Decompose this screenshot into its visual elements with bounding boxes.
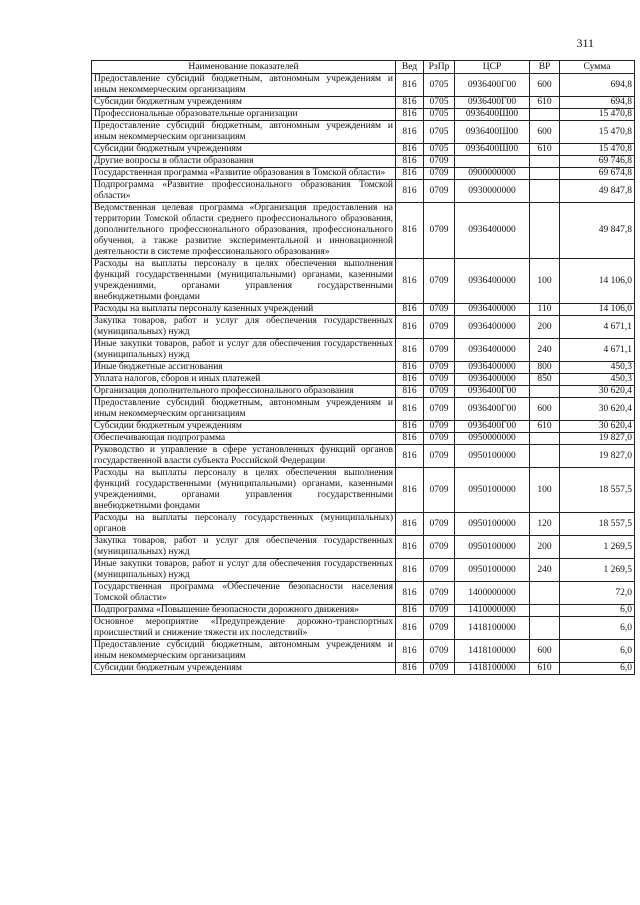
- cell-ved: 816: [396, 362, 424, 374]
- cell-vr: 610: [530, 97, 560, 109]
- cell-name: Расходы на выплаты персоналу казенных учреждений: [92, 304, 396, 316]
- cell-sum: 4 671,1: [560, 316, 635, 339]
- cell-vr: 600: [530, 640, 560, 663]
- cell-vr: [530, 582, 560, 605]
- cell-ved: 816: [396, 168, 424, 180]
- cell-csr: 1418100000: [455, 617, 530, 640]
- header-sum: Сумма: [560, 61, 635, 74]
- cell-ved: 816: [396, 109, 424, 121]
- cell-ved: 816: [396, 617, 424, 640]
- cell-rzpr: 0709: [424, 156, 455, 168]
- cell-name: Обеспечивающая подпрограмма: [92, 433, 396, 445]
- cell-vr: 610: [530, 144, 560, 156]
- cell-sum: 19 827,0: [560, 433, 635, 445]
- cell-name: Основное мероприятие «Предупреждение дорожно-транспортных происшествий и снижение тяжести их последствий»: [92, 617, 396, 640]
- cell-csr: 1410000000: [455, 605, 530, 617]
- cell-ved: 816: [396, 316, 424, 339]
- cell-vr: 200: [530, 316, 560, 339]
- cell-csr: 0936400Г00: [455, 386, 530, 398]
- cell-sum: 30 620,4: [560, 398, 635, 421]
- cell-vr: 600: [530, 74, 560, 97]
- cell-vr: 600: [530, 398, 560, 421]
- cell-csr: 0950100000: [455, 513, 530, 536]
- cell-name: Расходы на выплаты персоналу в целях обеспечения выполнения функций государственными (муниципальными) органами, казенными учреждениями, органами управления государственными внебюджетными фондами: [92, 259, 396, 304]
- cell-rzpr: 0709: [424, 468, 455, 513]
- cell-sum: 4 671,1: [560, 339, 635, 362]
- cell-vr: [530, 605, 560, 617]
- header-csr: ЦСР: [455, 61, 530, 74]
- cell-sum: 450,3: [560, 362, 635, 374]
- cell-ved: 816: [396, 259, 424, 304]
- cell-rzpr: 0709: [424, 663, 455, 675]
- cell-csr: 1418100000: [455, 640, 530, 663]
- cell-name: Субсидии бюджетным учреждениям: [92, 144, 396, 156]
- table-row: [92, 582, 635, 605]
- cell-csr: 0930000000: [455, 180, 530, 203]
- budget-table: [91, 60, 635, 675]
- cell-ved: 816: [396, 374, 424, 386]
- cell-sum: 1 269,5: [560, 536, 635, 559]
- cell-vr: [530, 168, 560, 180]
- cell-ved: 816: [396, 640, 424, 663]
- cell-sum: 15 470,8: [560, 144, 635, 156]
- cell-rzpr: 0709: [424, 536, 455, 559]
- cell-csr: 1418100000: [455, 663, 530, 675]
- cell-name: Иные закупки товаров, работ и услуг для обеспечения государственных (муниципальных) нужд: [92, 559, 396, 582]
- cell-rzpr: 0709: [424, 617, 455, 640]
- cell-sum: 694,8: [560, 74, 635, 97]
- cell-rzpr: 0709: [424, 513, 455, 536]
- cell-vr: 240: [530, 559, 560, 582]
- cell-vr: [530, 180, 560, 203]
- table-row: [92, 144, 635, 156]
- cell-csr: 0936400Г00: [455, 74, 530, 97]
- cell-rzpr: 0705: [424, 144, 455, 156]
- cell-sum: 49 847,8: [560, 203, 635, 259]
- cell-name: Предоставление субсидий бюджетным, автономным учреждениям и иным некоммерческим организациям: [92, 640, 396, 663]
- table-row: [92, 362, 635, 374]
- cell-rzpr: 0709: [424, 374, 455, 386]
- cell-name: Подпрограмма «Развитие профессионального образования Томской области»: [92, 180, 396, 203]
- cell-vr: 610: [530, 421, 560, 433]
- cell-vr: [530, 433, 560, 445]
- cell-rzpr: 0705: [424, 97, 455, 109]
- cell-sum: 69 674,8: [560, 168, 635, 180]
- cell-sum: 18 557,5: [560, 513, 635, 536]
- cell-vr: 600: [530, 121, 560, 144]
- cell-csr: 0936400Г00: [455, 421, 530, 433]
- cell-vr: 110: [530, 304, 560, 316]
- cell-name: Закупка товаров, работ и услуг для обеспечения государственных (муниципальных) нужд: [92, 536, 396, 559]
- cell-name: Государственная программа «Развитие образования в Томской области»: [92, 168, 396, 180]
- table-row: [92, 203, 635, 259]
- cell-vr: 610: [530, 663, 560, 675]
- cell-rzpr: 0709: [424, 180, 455, 203]
- cell-rzpr: 0709: [424, 203, 455, 259]
- cell-ved: 816: [396, 386, 424, 398]
- cell-ved: 816: [396, 536, 424, 559]
- cell-name: Организация дополнительного профессионального образования: [92, 386, 396, 398]
- table-row: [92, 617, 635, 640]
- cell-name: Иные бюджетные ассигнования: [92, 362, 396, 374]
- cell-csr: [455, 156, 530, 168]
- cell-csr: 0900000000: [455, 168, 530, 180]
- cell-rzpr: 0709: [424, 559, 455, 582]
- cell-sum: 15 470,8: [560, 109, 635, 121]
- cell-rzpr: 0709: [424, 398, 455, 421]
- cell-ved: 816: [396, 203, 424, 259]
- cell-sum: 14 106,0: [560, 304, 635, 316]
- cell-ved: 816: [396, 582, 424, 605]
- cell-rzpr: 0709: [424, 362, 455, 374]
- header-vr: ВР: [530, 61, 560, 74]
- cell-vr: [530, 386, 560, 398]
- cell-ved: 816: [396, 433, 424, 445]
- cell-sum: 19 827,0: [560, 445, 635, 468]
- table-row: [92, 304, 635, 316]
- cell-rzpr: 0709: [424, 445, 455, 468]
- cell-ved: 816: [396, 468, 424, 513]
- cell-ved: 816: [396, 559, 424, 582]
- cell-rzpr: 0705: [424, 121, 455, 144]
- cell-csr: 0936400000: [455, 203, 530, 259]
- cell-vr: [530, 617, 560, 640]
- cell-csr: 0936400Ш00: [455, 109, 530, 121]
- cell-rzpr: 0709: [424, 421, 455, 433]
- table-row: [92, 559, 635, 582]
- cell-rzpr: 0709: [424, 433, 455, 445]
- cell-csr: 0936400Ш00: [455, 144, 530, 156]
- cell-sum: 72,0: [560, 582, 635, 605]
- table-row: [92, 468, 635, 513]
- cell-sum: 6,0: [560, 663, 635, 675]
- cell-name: Государственная программа «Обеспечение безопасности населения Томской области»: [92, 582, 396, 605]
- cell-csr: 0936400000: [455, 316, 530, 339]
- cell-sum: 15 470,8: [560, 121, 635, 144]
- cell-ved: 816: [396, 121, 424, 144]
- cell-rzpr: 0705: [424, 109, 455, 121]
- cell-ved: 816: [396, 74, 424, 97]
- cell-sum: 6,0: [560, 640, 635, 663]
- cell-name: Закупка товаров, работ и услуг для обеспечения государственных (муниципальных) нужд: [92, 316, 396, 339]
- cell-vr: 850: [530, 374, 560, 386]
- table-row: [92, 121, 635, 144]
- cell-ved: 816: [396, 421, 424, 433]
- cell-ved: 816: [396, 156, 424, 168]
- header-rzpr: РзПр: [424, 61, 455, 74]
- cell-sum: 49 847,8: [560, 180, 635, 203]
- cell-sum: 14 106,0: [560, 259, 635, 304]
- cell-name: Предоставление субсидий бюджетным, автономным учреждениям и иным некоммерческим организациям: [92, 121, 396, 144]
- cell-vr: [530, 109, 560, 121]
- page-number: 311: [576, 36, 594, 50]
- cell-sum: 18 557,5: [560, 468, 635, 513]
- cell-name: Руководство и управление в сфере установленных функций органов государственной власти субъекта Российской Федерации: [92, 445, 396, 468]
- cell-rzpr: 0709: [424, 259, 455, 304]
- header-ved: Вед: [396, 61, 424, 74]
- table-row: [92, 398, 635, 421]
- table-row: [92, 386, 635, 398]
- cell-ved: 816: [396, 144, 424, 156]
- cell-vr: 100: [530, 468, 560, 513]
- cell-rzpr: 0709: [424, 605, 455, 617]
- cell-rzpr: 0709: [424, 339, 455, 362]
- table-row: [92, 445, 635, 468]
- table-row: [92, 109, 635, 121]
- cell-name: Ведомственная целевая программа «Организация предоставления на территории Томской области среднего профессионального образования, дополнительного профессионального образования, профессионального обучения, а также развитие экспериментальной и инновационной деятельности в системе профессионального образования»: [92, 203, 396, 259]
- cell-sum: 30 620,4: [560, 386, 635, 398]
- cell-ved: 816: [396, 663, 424, 675]
- table-row: [92, 374, 635, 386]
- cell-csr: 0936400Г00: [455, 398, 530, 421]
- cell-sum: 694,8: [560, 97, 635, 109]
- header-name: Наименование показателей: [92, 61, 396, 74]
- cell-rzpr: 0709: [424, 168, 455, 180]
- table-row: [92, 316, 635, 339]
- cell-name: Предоставление субсидий бюджетным, автономным учреждениям и иным некоммерческим организациям: [92, 398, 396, 421]
- cell-csr: 0950100000: [455, 536, 530, 559]
- cell-rzpr: 0709: [424, 582, 455, 605]
- cell-csr: 0936400000: [455, 304, 530, 316]
- cell-name: Предоставление субсидий бюджетным, автономным учреждениям и иным некоммерческим организациям: [92, 74, 396, 97]
- cell-sum: 30 620,4: [560, 421, 635, 433]
- table-row: [92, 180, 635, 203]
- table-header-row: [92, 61, 635, 74]
- cell-vr: 800: [530, 362, 560, 374]
- cell-vr: 100: [530, 259, 560, 304]
- table-row: [92, 97, 635, 109]
- cell-csr: 0936400Ш00: [455, 121, 530, 144]
- cell-csr: 0936400Г00: [455, 97, 530, 109]
- cell-rzpr: 0709: [424, 386, 455, 398]
- cell-ved: 816: [396, 513, 424, 536]
- cell-name: Профессиональные образовательные организации: [92, 109, 396, 121]
- cell-sum: 6,0: [560, 617, 635, 640]
- cell-name: Подпрограмма «Повышение безопасности дорожного движения»: [92, 605, 396, 617]
- cell-ved: 816: [396, 605, 424, 617]
- cell-rzpr: 0705: [424, 74, 455, 97]
- cell-rzpr: 0709: [424, 316, 455, 339]
- table-row: [92, 433, 635, 445]
- cell-vr: 120: [530, 513, 560, 536]
- cell-ved: 816: [396, 398, 424, 421]
- cell-csr: 0950100000: [455, 559, 530, 582]
- cell-csr: 0936400000: [455, 374, 530, 386]
- cell-csr: 0936400000: [455, 362, 530, 374]
- cell-csr: 0950000000: [455, 433, 530, 445]
- cell-name: Субсидии бюджетным учреждениям: [92, 421, 396, 433]
- cell-name: Иные закупки товаров, работ и услуг для обеспечения государственных (муниципальных) нужд: [92, 339, 396, 362]
- cell-ved: 816: [396, 97, 424, 109]
- cell-vr: [530, 156, 560, 168]
- table-row: [92, 536, 635, 559]
- cell-vr: 240: [530, 339, 560, 362]
- cell-vr: [530, 203, 560, 259]
- table-row: [92, 640, 635, 663]
- cell-csr: 0936400000: [455, 259, 530, 304]
- table-row: [92, 156, 635, 168]
- table-row: [92, 421, 635, 433]
- table-row: [92, 339, 635, 362]
- cell-sum: 450,3: [560, 374, 635, 386]
- table-row: [92, 259, 635, 304]
- cell-name: Другие вопросы в области образования: [92, 156, 396, 168]
- cell-rzpr: 0709: [424, 640, 455, 663]
- cell-name: Расходы на выплаты персоналу государственных (муниципальных) органов: [92, 513, 396, 536]
- cell-csr: 0936400000: [455, 339, 530, 362]
- cell-vr: 200: [530, 536, 560, 559]
- cell-name: Субсидии бюджетным учреждениям: [92, 97, 396, 109]
- cell-csr: 1400000000: [455, 582, 530, 605]
- table-row: [92, 168, 635, 180]
- table-row: [92, 74, 635, 97]
- table-row: [92, 605, 635, 617]
- table-row: [92, 663, 635, 675]
- cell-name: Уплата налогов, сборов и иных платежей: [92, 374, 396, 386]
- cell-csr: 0950100000: [455, 445, 530, 468]
- table-row: [92, 513, 635, 536]
- cell-ved: 816: [396, 339, 424, 362]
- cell-name: Субсидии бюджетным учреждениям: [92, 663, 396, 675]
- cell-sum: 69 746,8: [560, 156, 635, 168]
- cell-sum: 1 269,5: [560, 559, 635, 582]
- cell-ved: 816: [396, 180, 424, 203]
- cell-ved: 816: [396, 445, 424, 468]
- cell-rzpr: 0709: [424, 304, 455, 316]
- cell-ved: 816: [396, 304, 424, 316]
- cell-vr: [530, 445, 560, 468]
- cell-csr: 0950100000: [455, 468, 530, 513]
- cell-name: Расходы на выплаты персоналу в целях обеспечения выполнения функций государственными (муниципальными) органами, казенными учреждениями, органами управления государственными внебюджетными фондами: [92, 468, 396, 513]
- cell-sum: 6,0: [560, 605, 635, 617]
